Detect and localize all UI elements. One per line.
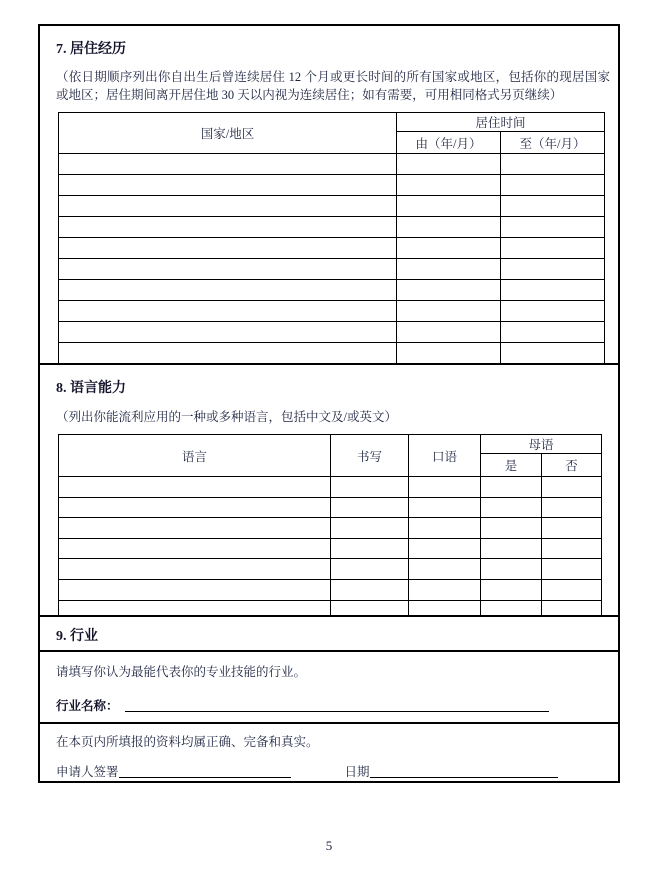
empty-cell [59,154,397,175]
signature-date-row [56,762,612,780]
empty-cell [501,301,605,322]
section-declaration [40,722,618,781]
empty-cell [397,238,501,259]
language-table [58,434,602,615]
empty-cell [481,559,542,580]
empty-cell [397,343,501,363]
empty-cell [501,196,605,217]
empty-cell [331,477,409,498]
empty-cell [409,559,481,580]
language-table-body [59,477,602,616]
empty-cell [501,217,605,238]
empty-cell [501,280,605,301]
empty-cell [481,600,542,615]
empty-cell [501,343,605,363]
empty-table-row [59,322,605,343]
date-group [345,765,558,779]
language-col-header-language: 语言 [59,435,331,477]
residence-col-header-from: 由（年/月） [397,132,501,154]
empty-cell [331,559,409,580]
empty-table-row [59,301,605,322]
empty-table-row [59,600,602,615]
section-8-title: 8. 语言能力 [56,381,126,396]
empty-cell [59,600,331,615]
empty-cell [331,579,409,600]
empty-cell [542,518,602,539]
empty-cell [542,600,602,615]
empty-cell [59,518,331,539]
empty-cell [542,497,602,518]
language-col-header-no: 否 [542,454,602,477]
declaration-statement: 在本页内所填报的资料均属正确、完备和真实。 [56,735,319,749]
empty-cell [331,538,409,559]
empty-table-row [59,238,605,259]
empty-table-row [59,343,605,363]
section-7-note: （依日期顺序列出你自出生后曾连续居住 12 个月或更长时间的所有国家或地区，包括你的现居国家或地区；居住期间离开居住地 30 天以内视为连续居住；如有需要，可用相同格式另页继续） [56,70,610,103]
empty-cell [397,259,501,280]
residence-table [58,112,605,363]
empty-cell [59,301,397,322]
form-outer-box [38,24,620,783]
empty-cell [59,497,331,518]
empty-cell [397,322,501,343]
empty-cell [542,559,602,580]
empty-cell [481,477,542,498]
date-label: 日期 [344,765,370,779]
empty-cell [331,497,409,518]
empty-cell [397,154,501,175]
empty-cell [59,217,397,238]
empty-cell [59,343,397,363]
empty-cell [59,579,331,600]
language-col-header-writing: 书写 [331,435,409,477]
empty-table-row [59,280,605,301]
signature-label: 申请人签署 [56,765,119,779]
empty-cell [59,196,397,217]
residence-col-header-country: 国家/地区 [59,113,397,154]
section-9-title: 9. 行业 [56,629,98,644]
empty-cell [481,497,542,518]
empty-table-row [59,175,605,196]
section-residence-history [40,26,618,363]
empty-cell [409,538,481,559]
empty-table-row [59,217,605,238]
empty-cell [542,538,602,559]
empty-cell [397,280,501,301]
empty-table-row [59,518,602,539]
empty-cell [542,477,602,498]
language-col-header-yes: 是 [481,454,542,477]
empty-table-row [59,196,605,217]
empty-cell [501,154,605,175]
empty-table-row [59,497,602,518]
empty-cell [331,518,409,539]
empty-cell [481,538,542,559]
empty-cell [501,259,605,280]
empty-cell [59,259,397,280]
empty-cell [397,175,501,196]
empty-cell [481,579,542,600]
residence-table-body [59,154,605,363]
empty-cell [331,600,409,615]
empty-cell [501,322,605,343]
empty-table-row [59,579,602,600]
section-industry-body [40,650,618,722]
empty-cell [59,280,397,301]
empty-cell [59,538,331,559]
empty-cell [397,196,501,217]
industry-name-blank [125,697,549,712]
empty-cell [59,238,397,259]
empty-cell [59,322,397,343]
empty-table-row [59,259,605,280]
residence-col-header-period: 居住时间 [397,113,605,132]
section-7-title: 7. 居住经历 [56,42,126,57]
industry-instruction: 请填写你认为最能代表你的专业技能的行业。 [56,665,307,679]
empty-cell [542,579,602,600]
industry-name-label: 行业名称： [56,699,119,713]
empty-cell [59,477,331,498]
residence-col-header-to: 至（年/月） [501,132,605,154]
empty-cell [501,238,605,259]
empty-table-row [59,538,602,559]
empty-cell [409,497,481,518]
industry-name-row [56,696,612,714]
section-8-note: （列出你能流利应用的一种或多种语言，包括中文及/或英文） [56,410,397,424]
signature-blank [119,763,291,778]
empty-cell [501,175,605,196]
language-col-header-native: 母语 [481,435,602,454]
empty-cell [59,175,397,196]
empty-cell [481,518,542,539]
empty-cell [409,518,481,539]
section-industry-title-row [40,615,618,650]
empty-cell [397,301,501,322]
section-language-ability [40,363,618,615]
empty-table-row [59,559,602,580]
page-number: 5 [325,838,333,853]
empty-cell [409,477,481,498]
empty-cell [409,600,481,615]
empty-table-row [59,477,602,498]
empty-cell [397,217,501,238]
empty-cell [409,579,481,600]
date-blank [370,763,558,778]
empty-table-row [59,154,605,175]
empty-cell [59,559,331,580]
language-col-header-speaking: 口语 [409,435,481,477]
